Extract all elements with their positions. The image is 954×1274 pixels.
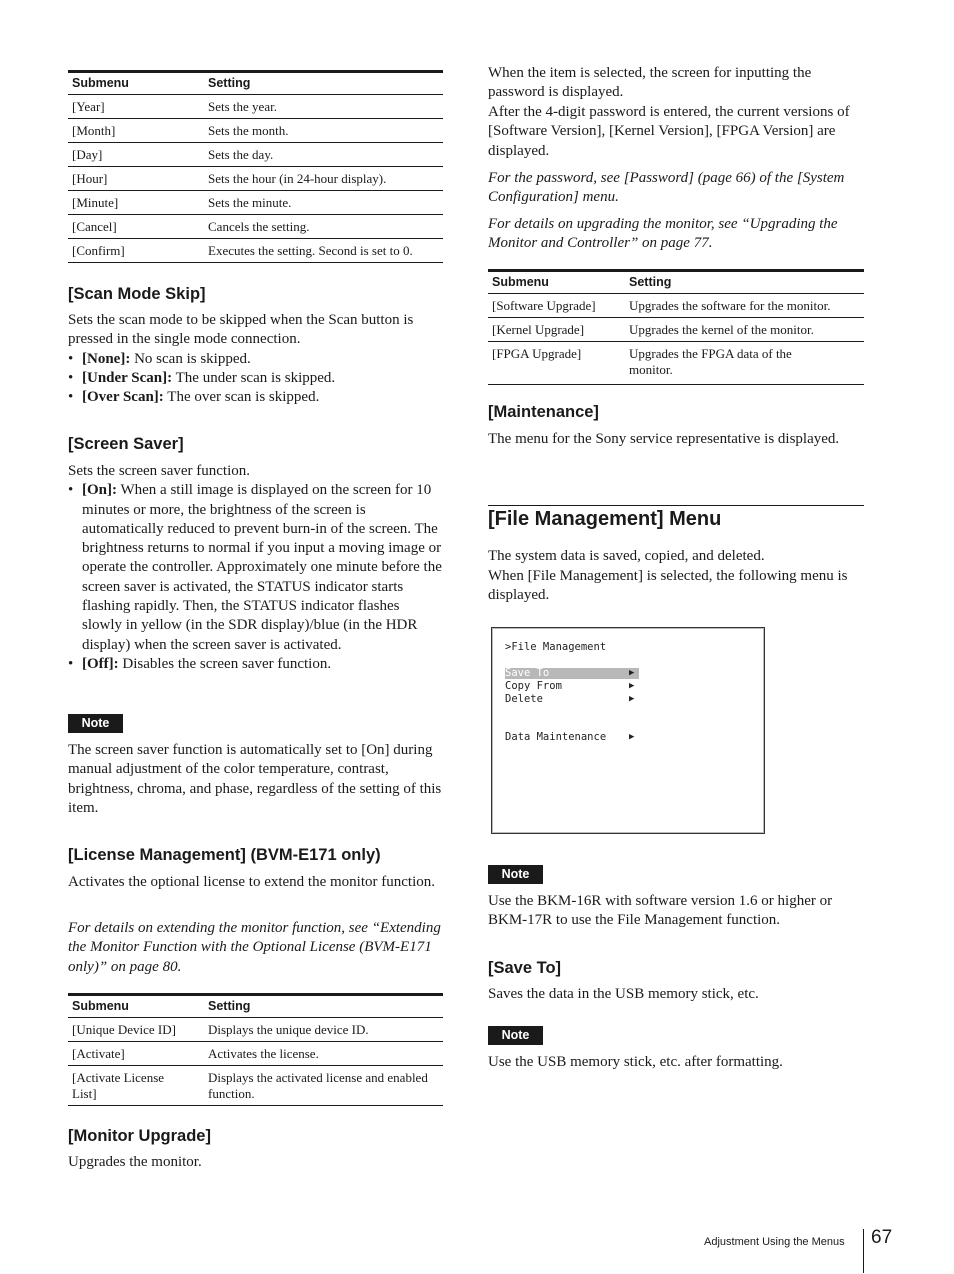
bullet-text: The over scan is skipped.: [163, 389, 320, 406]
bullet-term: [Under Scan]:: [82, 369, 173, 386]
upgrading-reference: For details on upgrading the monitor, see “Upgrading the Monitor and Controller” on page 77.: [488, 216, 838, 252]
table-header-row: [68, 995, 443, 1018]
triangle-right-icon: ▶: [629, 694, 635, 704]
file-management-menu-screen: [491, 627, 765, 834]
table-cell: [Unique Device ID]: [68, 1018, 204, 1042]
table-row: [68, 119, 443, 143]
table-cell: [Day]: [68, 143, 204, 167]
table-row: [68, 167, 443, 191]
table-cell: [Kernel Upgrade]: [488, 318, 625, 342]
list-item: [68, 350, 443, 369]
scan-mode-skip-heading: [Scan Mode Skip]: [68, 285, 206, 303]
table-header-row: [68, 72, 443, 95]
table-cell: Sets the day.: [204, 143, 443, 167]
table-cell: [Hour]: [68, 167, 204, 191]
table-cell: [Month]: [68, 119, 204, 143]
screen-saver-intro: Sets the screen saver function.: [68, 463, 251, 479]
triangle-right-icon: ▶: [629, 668, 635, 678]
save-to-heading: [Save To]: [488, 959, 562, 977]
table-cell: Displays the unique device ID.: [204, 1018, 443, 1042]
footer-divider: [863, 1229, 864, 1273]
note-badge: Note: [488, 1026, 543, 1045]
table-cell: Displays the activated license and enabled function.: [208, 1070, 428, 1101]
list-item: [68, 369, 443, 388]
table-header-submenu: Submenu: [68, 72, 204, 95]
menu-item-save-to: Save To: [505, 667, 550, 679]
page-number: 67: [871, 1227, 893, 1248]
table-row: [68, 191, 443, 215]
table-cell: [Activate]: [68, 1042, 204, 1066]
password-reference: For the password, see [Password] (page 66) of the [System Configuration] menu.: [488, 170, 845, 206]
date-settings-table: [68, 70, 443, 263]
table-cell: Upgrades the software for the monitor.: [625, 294, 864, 318]
table-cell: Upgrades the kernel of the monitor.: [625, 318, 864, 342]
file-management-note-text: Use the BKM-16R with software version 1.6 or higher or BKM-17R to use the File Management function.: [488, 893, 833, 929]
menu-item-copy-from: Copy From: [505, 680, 562, 692]
table-header-row: [488, 271, 864, 294]
maintenance-text: The menu for the Sony service representative is displayed.: [488, 431, 840, 447]
table-header-setting: Setting: [204, 995, 443, 1018]
table-cell: [Confirm]: [72, 243, 125, 258]
triangle-right-icon: ▶: [629, 681, 635, 691]
screen-saver-heading: [Screen Saver]: [68, 435, 184, 453]
license-management-heading: [License Management] (BVM-E171 only): [68, 846, 381, 864]
table-cell: Cancels the setting.: [204, 215, 443, 239]
file-management-text2: When [File Management] is selected, the following menu is displayed.: [488, 568, 848, 604]
triangle-right-icon: ▶: [629, 732, 635, 742]
file-management-heading: [File Management] Menu: [488, 508, 722, 530]
table-row: [488, 342, 864, 385]
save-to-text: Saves the data in the USB memory stick, etc.: [488, 986, 759, 1002]
table-row: [68, 1018, 443, 1042]
table-cell: [Activate License List]: [72, 1070, 165, 1101]
screen-title: >File Management: [505, 641, 607, 653]
bullet-term: [On]:: [82, 482, 117, 499]
table-row: [68, 1042, 443, 1066]
list-item: [68, 655, 443, 674]
table-row: [488, 318, 864, 342]
table-cell: Executes the setting. Second is set to 0.: [208, 243, 413, 258]
screen-saver-note-text: The screen saver function is automatically set to [On] during manual adjustment of the color temperature, contrast, brightness, chroma, and phase, regardless of the setting of this item.: [68, 742, 442, 816]
table-cell: [Software Upgrade]: [488, 294, 625, 318]
scan-mode-skip-intro: Sets the scan mode to be skipped when the Scan button is pressed in the single mode connection.: [68, 312, 414, 348]
bullet-text: The under scan is skipped.: [172, 369, 336, 386]
table-row: [68, 143, 443, 167]
file-management-text1: The system data is saved, copied, and deleted.: [488, 548, 765, 564]
table-cell: Sets the month.: [204, 119, 443, 143]
save-to-note-text: Use the USB memory stick, etc. after formatting.: [488, 1054, 783, 1070]
note-badge: Note: [68, 714, 123, 733]
table-cell: Activates the license.: [204, 1042, 443, 1066]
maintenance-heading: [Maintenance]: [488, 403, 599, 421]
list-item: [68, 388, 443, 407]
section-rule: [488, 505, 864, 506]
scan-mode-skip-list: [68, 350, 443, 408]
screen-saver-body: [68, 462, 443, 674]
table-cell: [Minute]: [68, 191, 204, 215]
table-header-setting: Setting: [204, 72, 443, 95]
table-header-submenu: Submenu: [488, 271, 625, 294]
table-header-submenu: Submenu: [68, 995, 204, 1018]
table-cell: Sets the hour (in 24-hour display).: [204, 167, 443, 191]
footer-section-title: Adjustment Using the Menus: [704, 1236, 845, 1248]
table-row: [68, 239, 443, 263]
scan-mode-skip-body: [68, 311, 443, 407]
license-management-reference: For details on extending the monitor function, see “Extending the Monitor Function with the Optional License (BVM-E171 only)” on page 80.: [68, 920, 441, 975]
bullet-text: Disables the screen saver function.: [118, 655, 332, 672]
bullet-term: [Over Scan]:: [82, 389, 164, 406]
menu-item-data-maintenance: Data Maintenance: [505, 731, 607, 743]
table-row: [68, 215, 443, 239]
monitor-upgrade-intro: Upgrades the monitor.: [68, 1154, 202, 1170]
table-cell: Upgrades the FPGA data of the monitor.: [629, 346, 792, 377]
license-table: [68, 993, 443, 1106]
table-cell: [Cancel]: [68, 215, 204, 239]
table-cell: [Year]: [68, 95, 204, 119]
bullet-text: No scan is skipped.: [130, 350, 251, 367]
table-cell: Sets the minute.: [204, 191, 443, 215]
note-badge: Note: [488, 865, 543, 884]
screen-saver-list: [68, 481, 443, 674]
list-item: [68, 481, 443, 655]
upgrade-versions-text: After the 4-digit password is entered, the current versions of [Software Version], [Kernel Version], [FPGA Version] are displayed.: [488, 104, 850, 159]
bullet-term: [None]:: [82, 350, 131, 367]
bullet-term: [Off]:: [82, 655, 119, 672]
table-row: [68, 95, 443, 119]
table-row: [488, 294, 864, 318]
table-row: [68, 1066, 443, 1106]
table-header-setting: Setting: [625, 271, 864, 294]
menu-item-delete: Delete: [505, 693, 543, 705]
bullet-text: When a still image is displayed on the screen for 10 minutes or more, the brightness of the screen is automatically reduced to prevent burn-in of the screen. The brightness returns to normal if you input a moving image or operate the controller. Approximately one minute before the screen saver is activated, the STATUS indicator starts flashing rapidly. Then, the STATUS indicator flashes slowly in yellow (in the SDR display)/blue (in the HDR display) when the screen saver is activated.: [82, 482, 442, 653]
license-management-intro: Activates the optional license to extend the monitor function.: [68, 874, 435, 890]
table-cell: [FPGA Upgrade]: [492, 346, 582, 361]
monitor-upgrade-heading: [Monitor Upgrade]: [68, 1127, 211, 1145]
upgrade-table: [488, 269, 864, 385]
table-cell: Sets the year.: [204, 95, 443, 119]
upgrade-password-text: When the item is selected, the screen for inputting the password is displayed.: [488, 65, 812, 101]
